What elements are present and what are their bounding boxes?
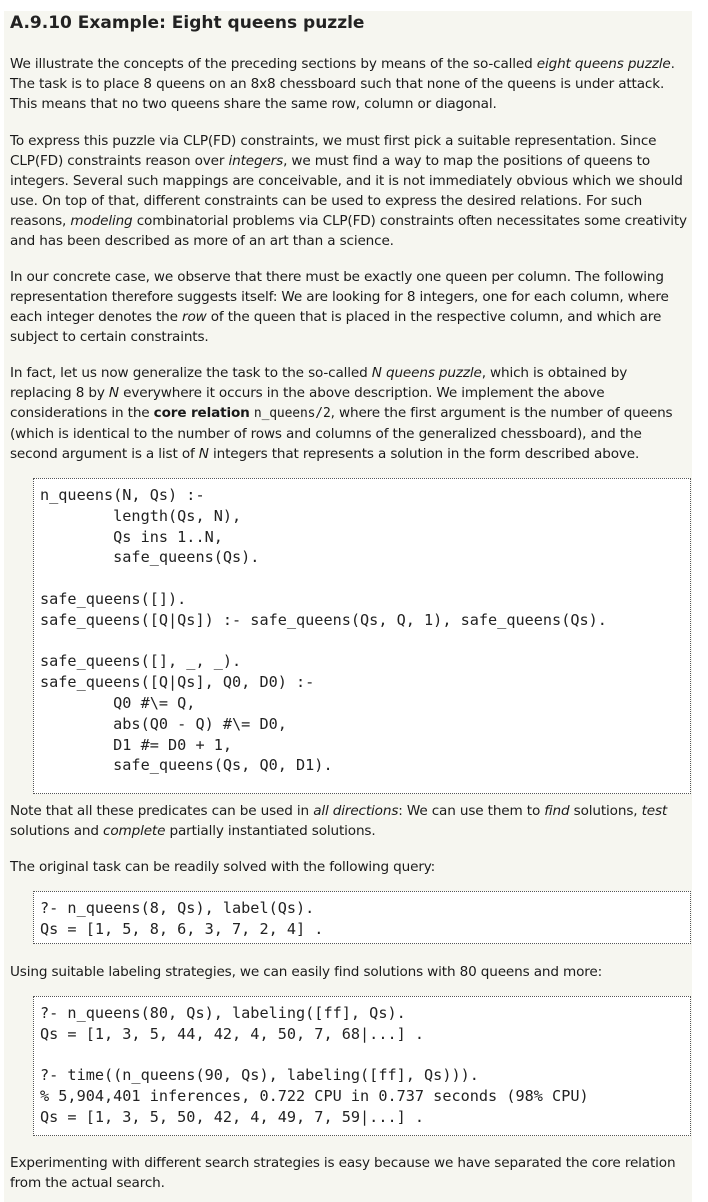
text-run: In our concrete case, we observe that there must be exactly one queen per column. The following representation therefore suggests itself: We are looking for 8 integers, one for each column, where each integer denotes the (10, 269, 669, 325)
text-run: everywhere it occurs in the above description. We implement the above considerations in the (10, 385, 605, 421)
text-run: . The task is to place 8 queens on an 8x8 chessboard such that none of the queens is under attack. This means that no two queens share the same row, column or diagonal. (10, 56, 675, 112)
directions-paragraph (10, 801, 690, 841)
text-run: of the queen that is placed in the respective column, and which are subject to certain constraints. (10, 309, 662, 345)
text-run: : We can use them to (398, 803, 545, 819)
code-listing: n_queens(N, Qs) :- length(Qs, N), Qs ins 1..N, safe_queens(Qs). safe_queens([]). safe_queens([Q|Qs]) :- safe_queens(Qs, Q, 1), safe_queens(Qs). safe_queens([], _, _). safe_queens([Q|Qs], Q0, D0) :- Q0 #\= Q, abs(Q0 - Q) #\= D0, D1 #= D0 + 1, safe_queens(Qs, Q0, D1). (40, 486, 607, 775)
text-run: solutions, (569, 803, 642, 819)
emphasis-row: row (182, 309, 207, 325)
emphasis-eight-queens-puzzle: eight queens puzzle (536, 56, 671, 72)
emphasis-modeling: modeling (70, 213, 133, 229)
text-run: combinatorial problems via CLP(FD) constraints often necessitates some creativity and has been described as more of an art than a science. (10, 213, 687, 249)
text-run: partially instantiated solutions. (165, 823, 376, 839)
emphasis-n: N (198, 446, 209, 462)
text-run: solutions and (10, 823, 104, 839)
text-run: To express this puzzle via CLP(FD) constraints, we must first pick a suitable representation. Since CLP(FD) constraints reason over (10, 133, 657, 169)
text-run: Note that all these predicates can be used in (10, 803, 314, 819)
code-listing: ?- n_queens(80, Qs), labeling([ff], Qs). Qs = [1, 3, 5, 44, 42, 4, 50, 7, 68|...] . ?- time((n_queens(90, Qs), labeling([ff], Qs))). % 5,904,401 inferences, 0.722 CPU in 0.737 seconds (98% CPU) Qs = [1, 3, 5, 50, 42, 4, 49, 7, 59|...] . (40, 1004, 589, 1126)
text-run: , we must find a way to map the positions of queens to integers. Several such mappings are conceivable, and it is not immediately obvious which we should use. On top of that, different constraints can be used to express the desired relations. For such reasons, (10, 153, 683, 229)
conclusion-paragraph: Experimenting with different search strategies is easy because we have separated the core relation from the actual search. (10, 1155, 676, 1191)
section-heading: A.9.10 Example: Eight queens puzzle (10, 13, 365, 33)
code-block-n-queens (33, 478, 691, 794)
code-block-query (33, 891, 691, 944)
code-block-labeling (33, 996, 691, 1136)
labeling-paragraph: Using suitable labeling strategies, we can easily find solutions with 80 queens and more: (10, 964, 603, 980)
text-run: integers that represents a solution in the form described above. (208, 446, 640, 462)
intro-paragraph (10, 54, 690, 114)
text-run: , which is obtained by replacing 8 by (10, 365, 628, 401)
bold-core-relation: core relation (153, 405, 250, 421)
generalization-paragraph (10, 363, 690, 464)
code-listing: ?- n_queens(8, Qs), label(Qs). Qs = [1, 5, 8, 6, 3, 7, 2, 4] . (40, 899, 324, 938)
emphasis-n-queens-puzzle: N queens puzzle (371, 365, 482, 381)
text-run: In fact, let us now generalize the task to the so-called (10, 365, 372, 381)
text-run: We illustrate the concepts of the preceding sections by means of the so-called (10, 56, 537, 72)
emphasis-n: N (108, 385, 119, 401)
emphasis-integers: integers (228, 153, 284, 169)
inline-code-n-queens: n_queens/2 (253, 406, 331, 421)
document-page (4, 11, 692, 1202)
emphasis-all-directions: all directions (313, 803, 399, 819)
representation-paragraph (10, 131, 690, 251)
emphasis-complete: complete (103, 823, 166, 839)
emphasis-find: find (544, 803, 570, 819)
text-run: , where the first argument is the number of queens (which is identical to the number of rows and columns of the generalized chessboard), and the second argument is a list of (10, 405, 673, 462)
query-intro-paragraph: The original task can be readily solved with the following query: (10, 859, 436, 875)
emphasis-test: test (641, 803, 668, 819)
concrete-case-paragraph (10, 267, 690, 347)
